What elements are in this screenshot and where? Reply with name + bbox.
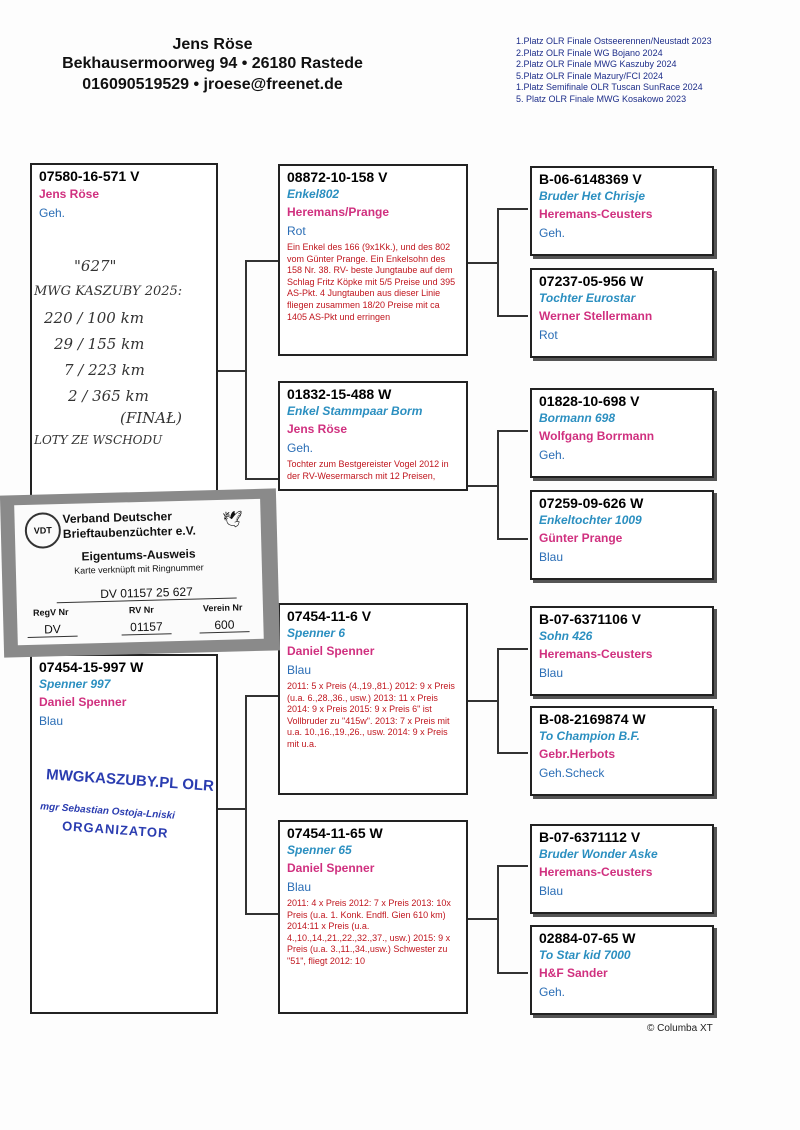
grandsire-card bbox=[530, 606, 714, 696]
owner: Heremans-Ceusters bbox=[539, 865, 653, 879]
card-value: 01157 bbox=[121, 619, 171, 635]
stamp-line: MWGKASZUBY.PL OLR bbox=[45, 766, 215, 795]
pigeon-name: Bormann 698 bbox=[539, 411, 616, 425]
color: Blau bbox=[539, 884, 564, 898]
owner: Daniel Spenner bbox=[39, 695, 127, 709]
granddam-card bbox=[530, 925, 714, 1015]
stamp-line: mgr Sebastian Ostoja-Lniski bbox=[39, 801, 176, 822]
connector-line bbox=[497, 430, 528, 432]
connector-line bbox=[497, 648, 528, 650]
pigeon-name: Sohn 426 bbox=[539, 629, 593, 643]
owner: H&F Sander bbox=[539, 966, 608, 980]
pigeon-name: Spenner 65 bbox=[287, 843, 352, 857]
card-org bbox=[62, 508, 223, 542]
footer-copyright: © Columba XT bbox=[647, 1023, 713, 1034]
achievement-item: 5.Platz OLR Finale Mazury/FCI 2024 bbox=[516, 70, 664, 81]
owner: Heremans-Ceusters bbox=[539, 207, 653, 221]
connector-line bbox=[245, 695, 247, 915]
card-label: RegV Nr bbox=[32, 606, 69, 618]
connector-line bbox=[245, 695, 278, 697]
card-ring-number: DV 01157 25 627 bbox=[56, 583, 236, 603]
card-org-line: Brieftaubenzüchter e.V. bbox=[62, 523, 197, 542]
achievements-list bbox=[516, 36, 746, 105]
color: Blau bbox=[539, 550, 564, 564]
connector-line bbox=[466, 918, 498, 920]
owner: Daniel Spenner bbox=[287, 644, 375, 658]
connector-line bbox=[216, 808, 246, 810]
color: Blau bbox=[287, 663, 312, 677]
ring-number: 01828-10-698 V bbox=[539, 393, 640, 409]
pedigree-notes: Ein Enkel des 166 (9x1Kk.), und des 802 vom Günter Prange. Ein Enkelsohn des 158 Nr. 38. RV- beste Jungtaube auf dem Schlag Fritz Köpke mit 5/5 Preise und 395 AS-Pkt. 4 Jungtauben aus dieser Linie fliegen zusammen 18/20 Preise mit ca 1405 AS-Pkt und erringen bbox=[287, 242, 456, 322]
connector-line bbox=[245, 260, 278, 262]
connector-line bbox=[245, 260, 247, 480]
owner: Jens Röse bbox=[39, 187, 100, 201]
achievement-item: 5. Platz OLR Finale MWG Kosakowo 2023 bbox=[516, 93, 687, 104]
grandsire-card bbox=[530, 824, 714, 914]
stamp-line: ORGANIZATOR bbox=[61, 818, 169, 841]
connector-line bbox=[497, 865, 528, 867]
owner: Wolfgang Borrmann bbox=[539, 429, 655, 443]
grandsire-card bbox=[530, 166, 714, 256]
pigeon-name: Spenner 6 bbox=[287, 626, 346, 640]
sire-card bbox=[278, 164, 468, 356]
owner: Daniel Spenner bbox=[287, 861, 375, 875]
owner: Gebr.Herbots bbox=[539, 747, 616, 761]
connector-line bbox=[466, 485, 498, 487]
hand-line: "627" bbox=[74, 257, 117, 275]
card-subtitle: Karte verknüpft mit Ringnummer bbox=[74, 562, 204, 576]
color: Geh. bbox=[539, 448, 566, 462]
connector-line bbox=[466, 700, 498, 702]
hand-line: 7 / 223 km bbox=[64, 361, 145, 379]
ring-number: B-07-6371112 V bbox=[539, 829, 641, 845]
connector-line bbox=[497, 538, 528, 540]
vdt-logo-icon: VDT bbox=[24, 512, 61, 549]
dam2-card bbox=[278, 820, 468, 1014]
ring-number: 07454-11-6 V bbox=[287, 608, 372, 624]
ring-number: 07454-15-997 W bbox=[39, 659, 144, 675]
color: Blau bbox=[539, 666, 564, 680]
achievement-item: 1.Platz Semifinale OLR Tuscan SunRace 2024 bbox=[516, 82, 703, 92]
connector-line bbox=[497, 752, 528, 754]
owner: Heremans/Prange bbox=[287, 205, 390, 219]
color: Geh.Scheck bbox=[539, 766, 605, 780]
connector-line bbox=[497, 865, 499, 973]
achievement-item: 1.Platz OLR Finale Ostseerennen/Neustadt 2023 bbox=[516, 36, 712, 46]
hand-line: 2 / 365 km bbox=[68, 387, 149, 405]
ring-number: 07580-16-571 V bbox=[39, 168, 140, 184]
pigeon-name: Bruder Het Chrisje bbox=[539, 189, 646, 203]
connector-line bbox=[245, 478, 278, 480]
pigeon-name: Enkel Stammpaar Borm bbox=[287, 404, 423, 418]
card-org-line: Verband Deutscher bbox=[62, 509, 173, 527]
sire2-card bbox=[278, 603, 468, 795]
owner: Jens Röse bbox=[287, 422, 348, 436]
connector-line bbox=[466, 262, 498, 264]
card-label: Verein Nr bbox=[202, 602, 243, 614]
owner: Werner Stellermann bbox=[539, 309, 653, 323]
breeder-address: Bekhausermoorweg 94 • 26180 Rastede bbox=[62, 55, 363, 72]
breeder-contact: 016090519529 • jroese@freenet.de bbox=[82, 76, 343, 93]
granddam-card bbox=[530, 490, 714, 580]
connector-line bbox=[497, 972, 528, 974]
color: Geh. bbox=[539, 226, 566, 240]
granddam-card bbox=[530, 706, 714, 796]
ring-number: 07237-05-956 W bbox=[539, 273, 644, 289]
grandsire-card bbox=[530, 388, 714, 478]
card-value: 600 bbox=[199, 617, 249, 633]
connector-line bbox=[497, 648, 499, 753]
card-value: DV bbox=[27, 622, 77, 638]
breeder-name: Jens Röse bbox=[172, 36, 253, 53]
pigeon-name: Bruder Wonder Aske bbox=[539, 847, 658, 861]
owner: Günter Prange bbox=[539, 531, 623, 545]
connector-line bbox=[497, 430, 499, 540]
connector-line bbox=[497, 208, 528, 210]
hand-line: LOTY ZE WSCHODU bbox=[34, 433, 163, 447]
pigeon-name: Spenner 997 bbox=[39, 677, 111, 691]
pedigree-notes: 2011: 4 x Preis 2012: 7 x Preis 2013: 10x Preis (u.a. 1. Konk. Endfl. Gien 610 km) 2014:11 x Preis (u.a. 4.,10.,14.,21.,22.,32.,37., usw.) 2015: 9 x Preis (u.a. 3.,11.,34.,usw.) Schwester zu "51", fliegt 2012: 10 bbox=[287, 898, 451, 966]
ring-number: 02884-07-65 W bbox=[539, 930, 636, 946]
ring-number: B-06-6148369 V bbox=[539, 171, 642, 187]
hand-line: 29 / 155 km bbox=[54, 335, 145, 353]
pigeon-name: Tochter Eurostar bbox=[539, 291, 636, 305]
card-title: Eigentums-Ausweis bbox=[81, 546, 196, 564]
pigeon-name: To Champion B.F. bbox=[539, 729, 640, 743]
ownership-card bbox=[0, 488, 280, 657]
ring-number: 08872-10-158 V bbox=[287, 169, 388, 185]
hand-line: MWG KASZUBY 2025: bbox=[34, 284, 183, 299]
connector-line bbox=[216, 370, 246, 372]
color: Geh. bbox=[287, 441, 314, 455]
pedigree-notes: Tochter zum Bestgereister Vogel 2012 in der RV-Wesermarsch mit 12 Preisen, bbox=[287, 459, 449, 481]
pigeon-icon: 🕊 bbox=[222, 511, 243, 529]
connector-line bbox=[497, 208, 499, 316]
color: Blau bbox=[39, 714, 64, 728]
connector-line bbox=[245, 913, 278, 915]
color: Rot bbox=[287, 224, 306, 238]
color: Geh. bbox=[539, 985, 566, 999]
card-label: RV Nr bbox=[128, 604, 154, 616]
ring-number: B-07-6371106 V bbox=[539, 611, 641, 627]
pigeon-name: Enkeltochter 1009 bbox=[539, 513, 642, 527]
pigeon-name: Enkel802 bbox=[287, 187, 340, 201]
pedigree-notes: 2011: 5 x Preis (4.,19.,81.) 2012: 9 x Preis (u.a. 6.,28.,36., usw.) 2013: 11 x Preis 2014: 9 x Preis 2015: 9 x Preis 6" ist Vollbruder zu "415w". 2013: 7 x Preis mit u.a. 10.,16.,19.,26., usw. 2014: 9 x Preis mit u.a. bbox=[287, 681, 455, 749]
hand-line: (FINAŁ) bbox=[120, 409, 183, 427]
dam-card bbox=[278, 381, 468, 491]
handwritten-notes bbox=[34, 253, 214, 453]
ring-number: 07454-11-65 W bbox=[287, 825, 383, 841]
hand-line: 220 / 100 km bbox=[44, 309, 144, 327]
ring-number: B-08-2169874 W bbox=[539, 711, 646, 727]
color: Rot bbox=[539, 328, 558, 342]
ownership-card-inner bbox=[14, 499, 264, 645]
ring-number: 01832-15-488 W bbox=[287, 386, 392, 402]
achievement-item: 2.Platz OLR Finale WG Bojano 2024 bbox=[516, 47, 663, 58]
connector-line bbox=[497, 315, 528, 317]
owner: Heremans-Ceusters bbox=[539, 647, 653, 661]
granddam-card bbox=[530, 268, 714, 358]
ring-number: 07259-09-626 W bbox=[539, 495, 644, 511]
color: Geh. bbox=[39, 206, 66, 220]
pigeon-name: To Star kid 7000 bbox=[539, 948, 631, 962]
color: Blau bbox=[287, 880, 312, 894]
achievement-item: 2.Platz OLR Finale MWG Kaszuby 2024 bbox=[516, 59, 677, 69]
